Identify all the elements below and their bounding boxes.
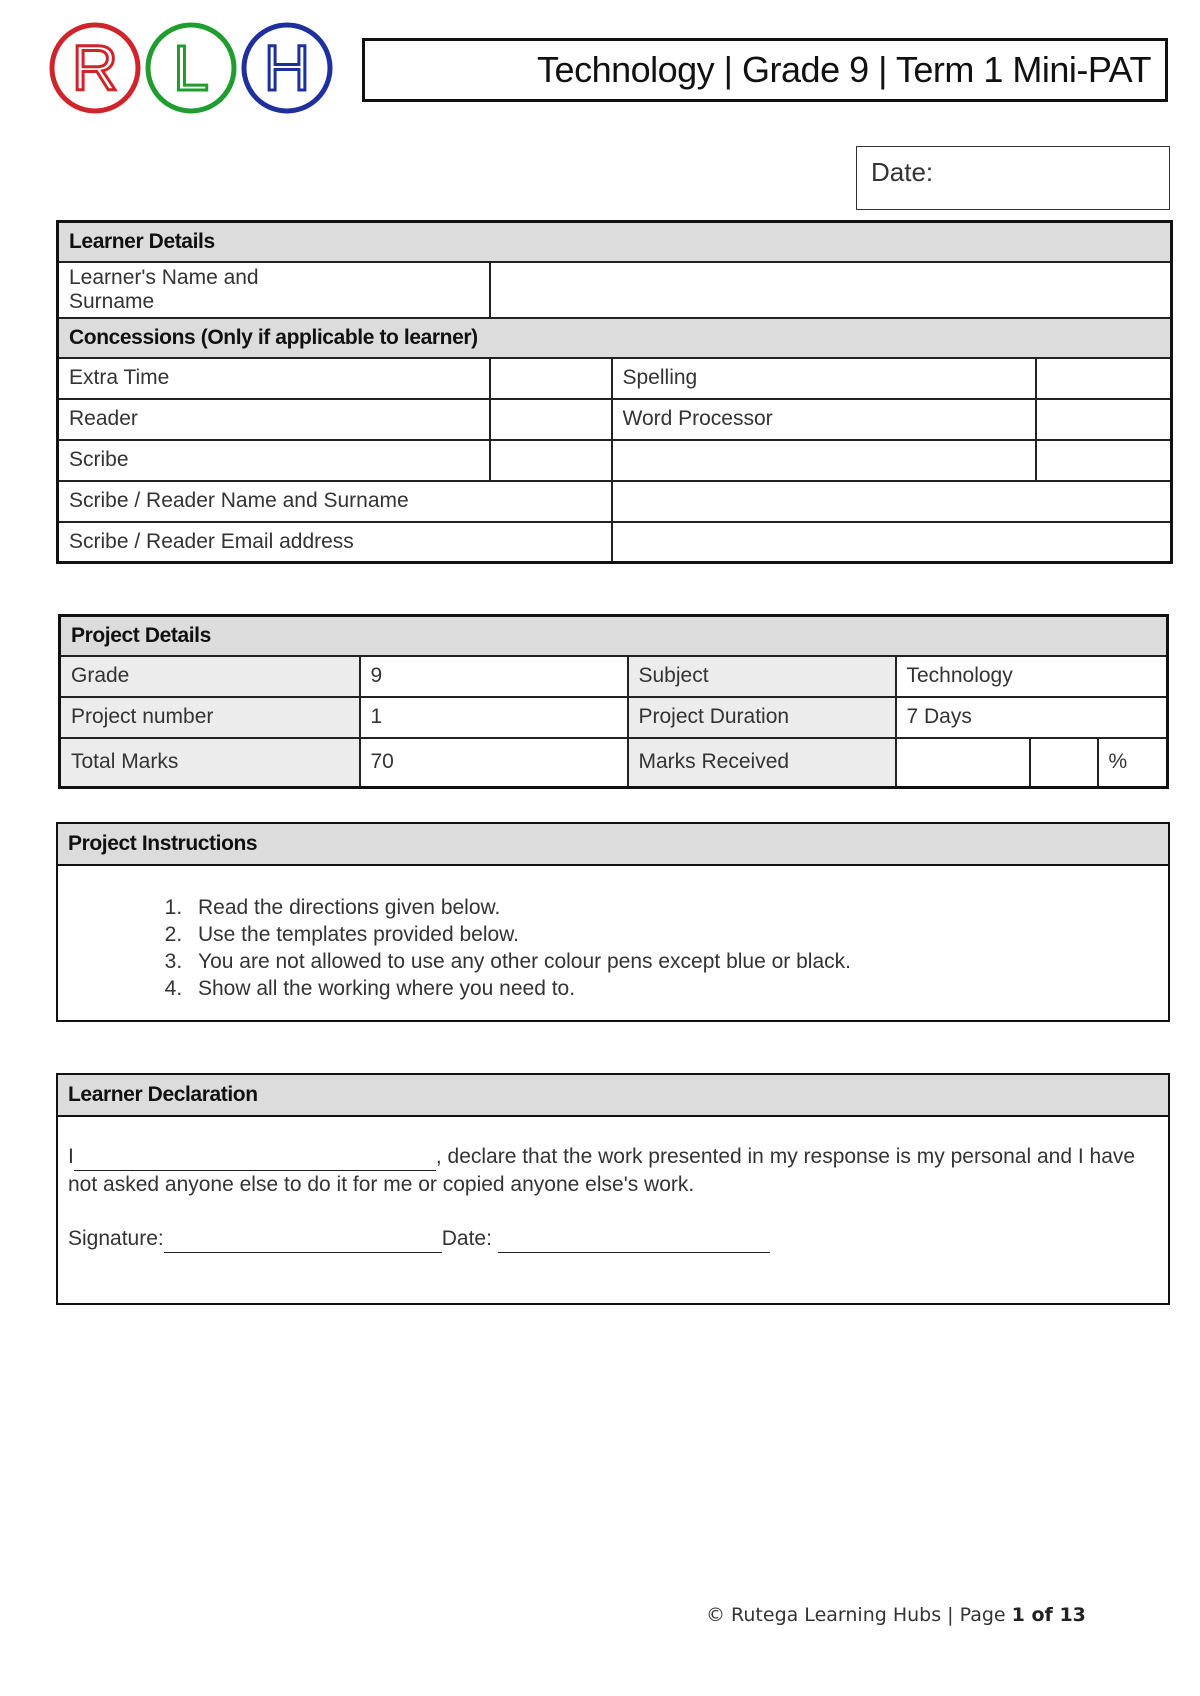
date-field[interactable] xyxy=(856,146,1170,210)
word-processor-check[interactable] xyxy=(1036,399,1172,440)
learner-name-label-text: Learner's Name and Surname xyxy=(69,265,259,313)
learner-name-input[interactable] xyxy=(490,262,1172,318)
marks-received-label: Marks Received xyxy=(628,738,896,788)
scribe-name-label: Scribe / Reader Name and Surname xyxy=(58,481,612,522)
scribe-check[interactable] xyxy=(490,440,612,481)
extra-time-label: Extra Time xyxy=(58,358,490,399)
declaration-prefix: I xyxy=(68,1145,74,1168)
marks-received-input[interactable] xyxy=(896,738,1030,788)
project-details-table xyxy=(58,614,1169,789)
project-duration-value: 7 Days xyxy=(896,697,1168,738)
page-footer xyxy=(706,1604,1086,1626)
learner-details-header: Learner Details xyxy=(58,222,1172,262)
project-number-value: 1 xyxy=(360,697,628,738)
signature-line xyxy=(68,1225,1158,1253)
percent-input[interactable] xyxy=(1030,738,1098,788)
spelling-check[interactable] xyxy=(1036,358,1172,399)
footer-page-total: 13 xyxy=(1059,1604,1086,1626)
project-instructions-header: Project Instructions xyxy=(58,824,1168,866)
declaration-body: , declare that the work presented in my response is my personal and I have not asked anyone else to do it for me or copied anyone else's work. xyxy=(68,1145,1136,1196)
project-instructions-box xyxy=(56,822,1170,1022)
document-title xyxy=(362,38,1168,102)
signature-blank[interactable] xyxy=(164,1230,442,1253)
learner-declaration-header: Learner Declaration xyxy=(58,1075,1168,1117)
footer-copyright: © Rutega Learning Hubs | Page xyxy=(706,1604,1012,1626)
grade-value: 9 xyxy=(360,656,628,697)
footer-page-number: 1 xyxy=(1011,1604,1025,1626)
empty-cell xyxy=(1036,440,1172,481)
signature-label: Signature: xyxy=(68,1227,164,1250)
concessions-header: Concessions (Only if applicable to learner) xyxy=(58,318,1172,358)
project-duration-label: Project Duration xyxy=(628,697,896,738)
percent-sign: % xyxy=(1098,738,1168,788)
learner-declaration-box xyxy=(56,1073,1170,1305)
word-processor-label: Word Processor xyxy=(612,399,1036,440)
footer-of: of xyxy=(1024,1604,1060,1626)
date-label: Date: xyxy=(871,157,934,187)
reader-label: Reader xyxy=(58,399,490,440)
scribe-name-input[interactable] xyxy=(612,481,1172,522)
grade-label: Grade xyxy=(60,656,360,697)
declaration-date-blank[interactable] xyxy=(498,1230,770,1253)
logo-letter-h: H xyxy=(263,32,311,104)
learner-name-blank[interactable] xyxy=(74,1148,436,1171)
instruction-item: 2. Use the templates provided below. xyxy=(188,921,1168,948)
reader-check[interactable] xyxy=(490,399,612,440)
instructions-list xyxy=(58,894,1168,1002)
project-details-header: Project Details xyxy=(60,616,1168,656)
total-marks-label: Total Marks xyxy=(60,738,360,788)
scribe-email-label: Scribe / Reader Email address xyxy=(58,522,612,563)
scribe-label: Scribe xyxy=(58,440,490,481)
learner-name-label xyxy=(58,262,490,318)
project-number-label: Project number xyxy=(60,697,360,738)
logo-letter-r: R xyxy=(71,32,119,104)
spelling-label: Spelling xyxy=(612,358,1036,399)
subject-label: Subject xyxy=(628,656,896,697)
instruction-item: 1. Read the directions given below. xyxy=(188,894,1168,921)
subject-value: Technology xyxy=(896,656,1168,697)
empty-cell xyxy=(612,440,1036,481)
declaration-date-label: Date: xyxy=(441,1227,498,1250)
declaration-text xyxy=(58,1117,1168,1253)
logo-letter-l: L xyxy=(173,32,209,104)
extra-time-check[interactable] xyxy=(490,358,612,399)
scribe-email-input[interactable] xyxy=(612,522,1172,563)
document-title-text: Technology | Grade 9 | Term 1 Mini-PAT xyxy=(537,49,1151,90)
instruction-item: 4. Show all the working where you need to. xyxy=(188,975,1168,1002)
learner-details-table xyxy=(56,220,1173,564)
rlh-logo xyxy=(48,18,338,118)
total-marks-value: 70 xyxy=(360,738,628,788)
instruction-item: 3. You are not allowed to use any other colour pens except blue or black. xyxy=(188,948,1168,975)
